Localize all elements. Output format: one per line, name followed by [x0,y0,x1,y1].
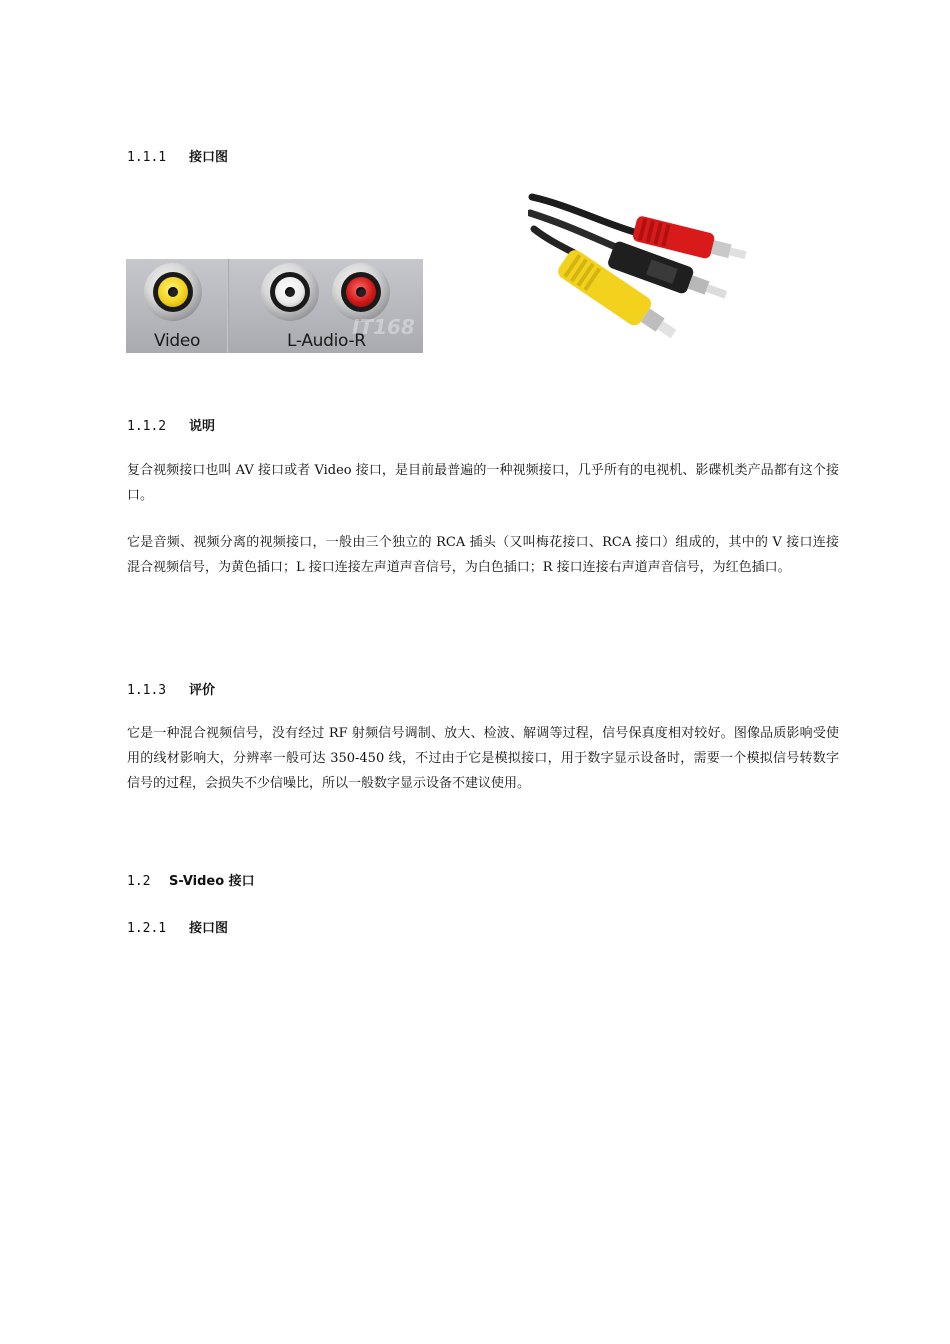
heading-1-2 [127,870,255,889]
rca-cable-image [528,185,778,355]
heading-title: 说明 [189,419,216,434]
video-jack-yellow [144,263,202,321]
heading-title: 接口图 [189,150,229,165]
paragraph-evaluation: 它是一种混合视频信号，没有经过 RF 射频信号调制、放大、检波、解调等过程，信号保真度相对较好。图像品质影响受使用的线材影响大，分辨率一般可达 350-450 线，不过由于它是模拟接口，用于数字显示设备时，需要一个模拟信号转数字信号的过程，会损失不少信噪比，所以一般数字显示设备不建议使用。 [127,726,839,791]
heading-number: 1.1.1 [127,150,167,165]
heading-1-1-1 [127,146,228,165]
panel-divider [227,259,229,353]
heading-number: 1.1.3 [127,683,167,698]
audio-jack-white [261,263,319,321]
paragraph-description-1: 复合视频接口也叫 AV 接口或者 Video 接口，是目前最普遍的一种视频接口，几乎所有的电视机、影碟机类产品都有这个接口。 [127,463,839,503]
watermark-text: IT168 [352,315,415,339]
heading-number: 1.2.1 [127,921,167,936]
heading-1-1-3 [127,679,215,698]
heading-1-2-1 [127,917,228,936]
heading-title: 评价 [189,683,216,698]
av-panel-image [126,259,423,353]
audio-label: L-Audio-R [287,331,366,351]
heading-number: 1.2 [127,874,151,889]
heading-title: S-Video 接口 [169,874,255,889]
heading-title: 接口图 [189,921,229,936]
video-label: Video [154,331,201,351]
heading-1-1-2 [127,415,215,434]
paragraph-description-2: 它是音频、视频分离的视频接口，一般由三个独立的 RCA 插头（又叫梅花接口、RCA 接口）组成的，其中的 V 接口连接混合视频信号，为黄色插口；L 接口连接左声道声音信号，为白色插口；R 接口连接右声道声音信号，为红色插口。 [127,535,839,575]
audio-jack-red [332,263,390,321]
heading-number: 1.1.2 [127,419,167,434]
